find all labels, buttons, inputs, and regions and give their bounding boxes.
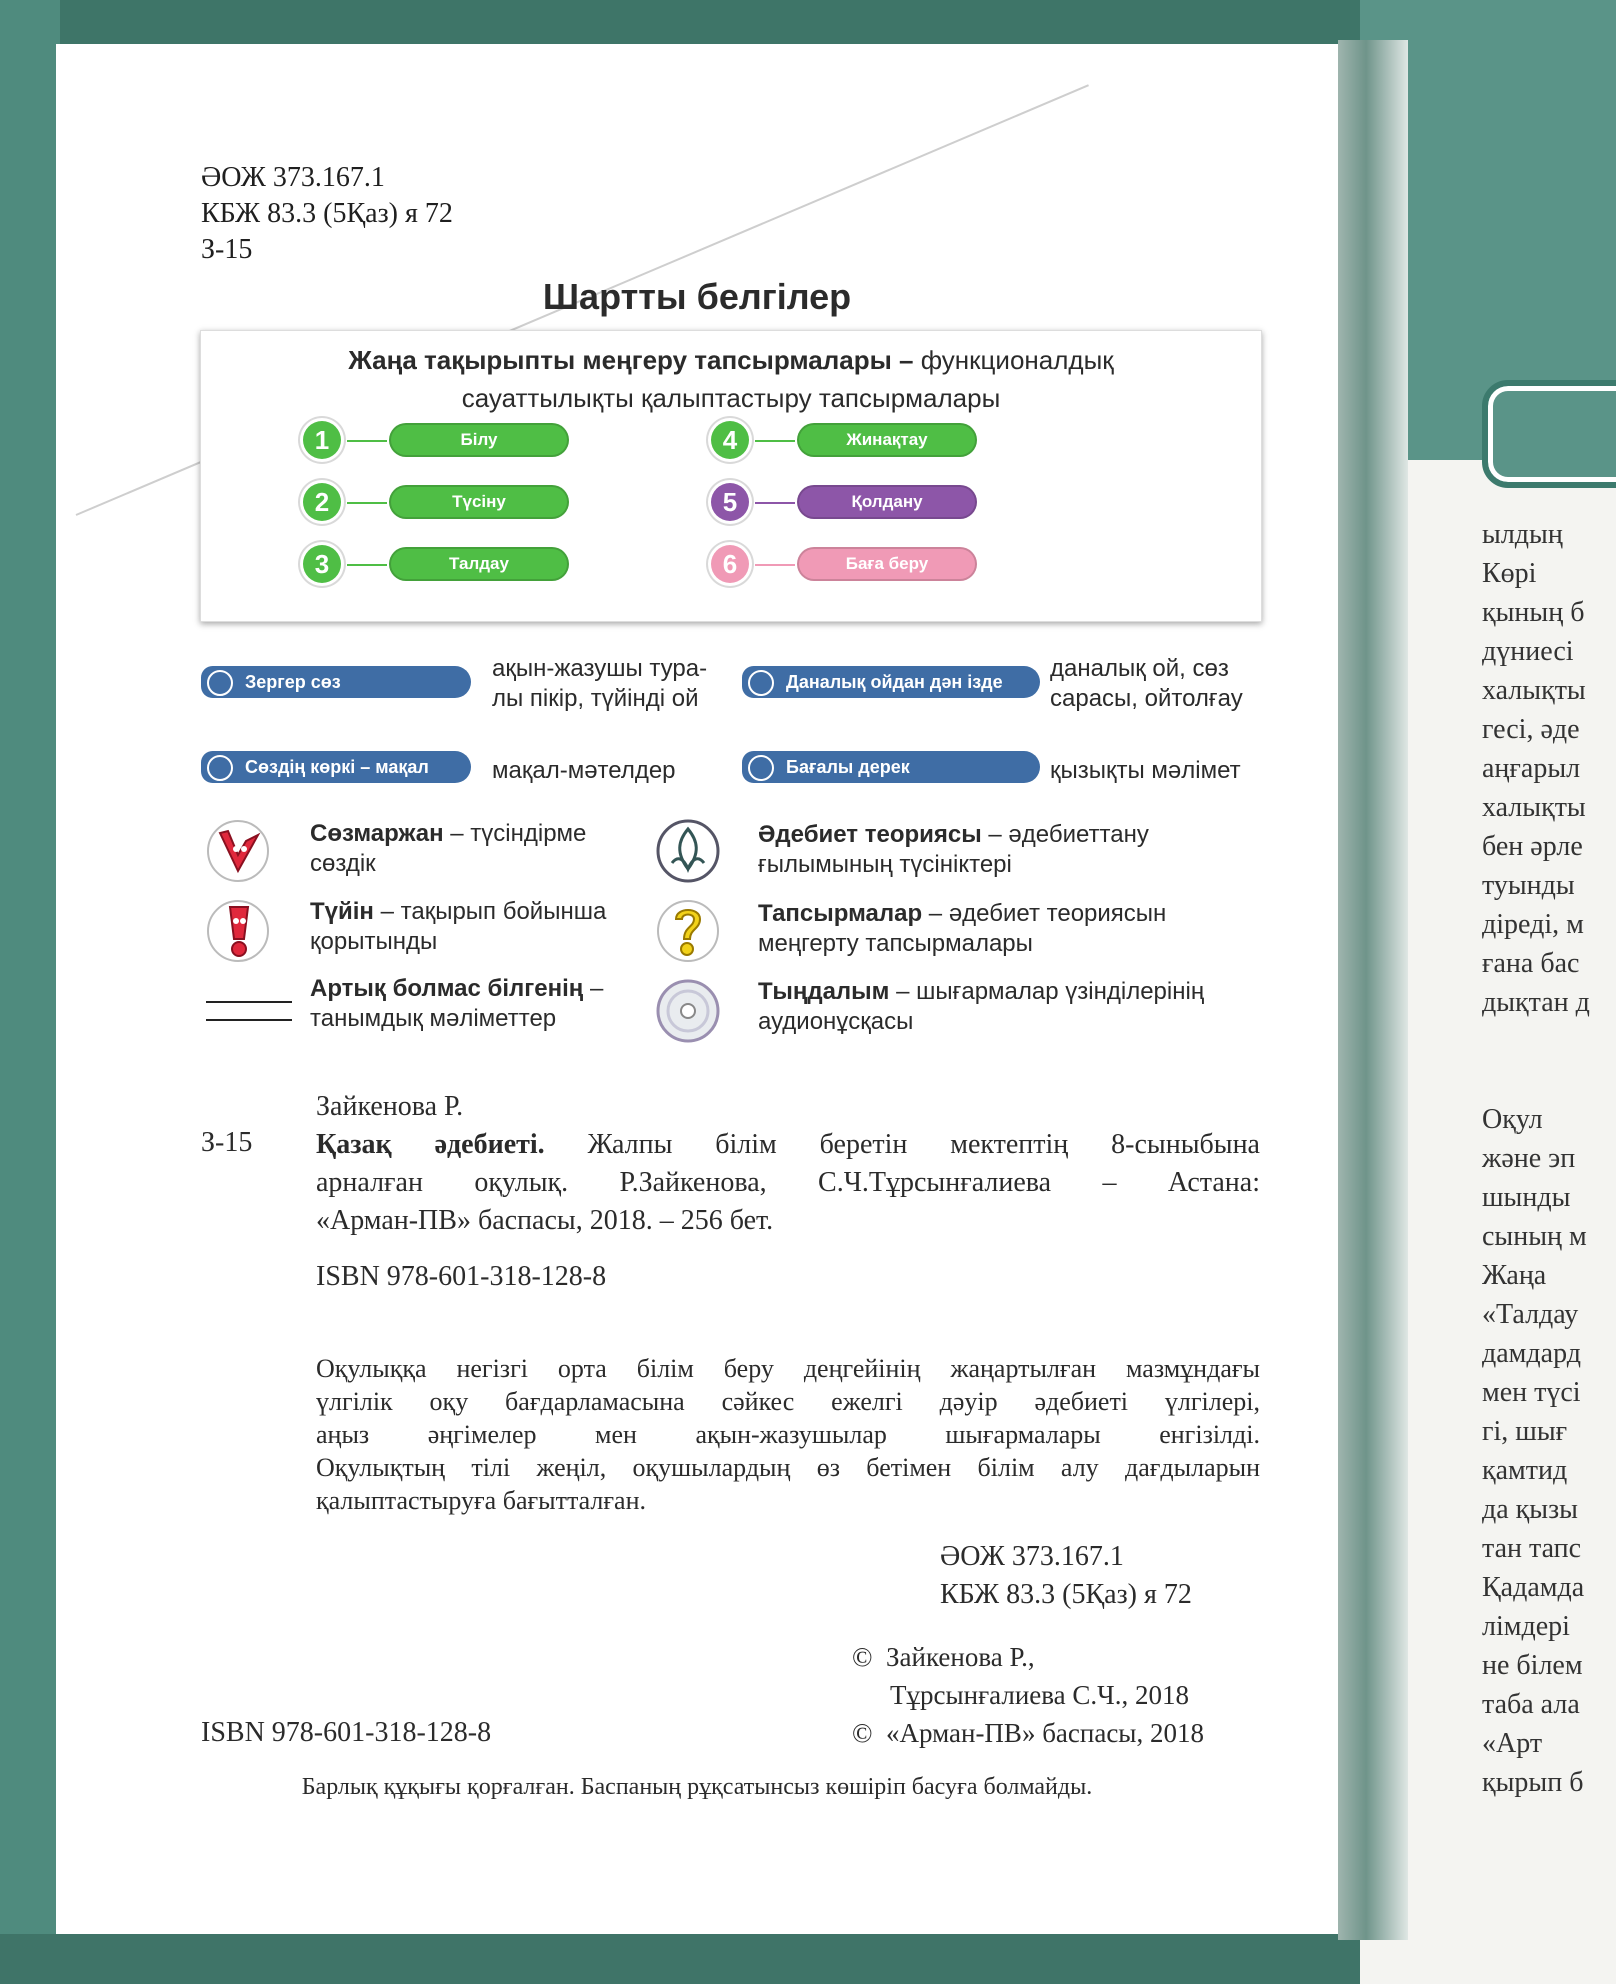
- marker-desc-line: ақын-жазушы тура-: [492, 655, 708, 682]
- icon-desc-tyndalym: [758, 977, 1204, 1037]
- icon-desc-rest: –: [583, 975, 604, 1002]
- next-page-line: Қадамда: [1482, 1572, 1585, 1603]
- next-page-line: Жаңа: [1482, 1260, 1547, 1291]
- marker-dot-icon: [748, 755, 774, 781]
- legend-title: Шартты белгілер: [542, 276, 852, 317]
- next-page-line: да қызы: [1482, 1494, 1578, 1525]
- next-page-line: [1482, 1061, 1590, 1100]
- marker-desc: [1050, 654, 1243, 714]
- cd-icon: [656, 979, 720, 1043]
- next-page-line: ғана бас: [1482, 948, 1580, 979]
- next-page-text: [1482, 515, 1590, 1802]
- next-page-line: «Талдау: [1482, 1299, 1579, 1330]
- book-spine: [1338, 40, 1408, 1940]
- levels-heading-rest: функционалдық: [913, 345, 1114, 375]
- next-page-line: гі, шығ: [1482, 1416, 1568, 1447]
- marker-label: Бағалы дерек: [786, 757, 910, 777]
- level-number: 2: [303, 483, 341, 521]
- biblio-entry: [316, 1126, 1260, 1240]
- level-label: Қолдану: [797, 485, 977, 519]
- icon-desc-bold: Сөзмаржан: [310, 820, 444, 847]
- next-page-tab: [1482, 380, 1616, 488]
- levels-heading-bold: Жаңа тақырыпты меңгеру тапсырмалары –: [348, 345, 914, 375]
- level-5: [711, 483, 981, 523]
- next-page-line: мен түсі: [1482, 1377, 1581, 1408]
- bbk-line: КБЖ 83.3 (5Қаз) я 72: [201, 198, 453, 229]
- abstract-line: үлгілік оқу бағдарламасына сәйкес ежелгі дәуір әдебиеті үлгілері,: [316, 1387, 1260, 1416]
- marker-desc: қызықты мәлімет: [1050, 757, 1241, 784]
- next-page-line: және эп: [1482, 1143, 1576, 1174]
- icon-desc-rest: – түсіндірме: [443, 820, 587, 847]
- lines-icon: [206, 992, 292, 1032]
- next-page-line: Көрі: [1482, 558, 1537, 589]
- page: [56, 44, 1338, 1934]
- copyright-symbol: ©: [852, 1642, 873, 1672]
- level-1: [303, 421, 573, 461]
- icon-desc-line2: қорытынды: [310, 928, 438, 955]
- icon-desc-sozmarzhan: [310, 819, 586, 879]
- question-icon: [656, 899, 720, 963]
- next-page-line: халықты: [1482, 675, 1586, 706]
- icon-desc-bold: Тыңдалым: [758, 978, 890, 1005]
- level-label: Талдау: [389, 547, 569, 581]
- next-page-line: шынды: [1482, 1182, 1571, 1213]
- exclamation-icon: [206, 899, 270, 963]
- level-label: Жинақтау: [797, 423, 977, 457]
- next-page-line: таба ала: [1482, 1689, 1580, 1720]
- isbn-bottom: ISBN 978-601-318-128-8: [201, 1717, 492, 1748]
- level-2: [303, 483, 573, 523]
- next-page-line: халықты: [1482, 792, 1586, 823]
- next-page-line: лімдері: [1482, 1611, 1570, 1642]
- heart-icon: [206, 819, 270, 883]
- next-page-line: не білем: [1482, 1650, 1583, 1681]
- copyright-line3: «Арман-ПВ» баспасы, 2018: [886, 1718, 1204, 1748]
- level-6: [711, 545, 981, 585]
- next-page-line: аңғарыл: [1482, 753, 1581, 784]
- icon-desc-rest: – әдебиет теориясын: [922, 900, 1167, 927]
- icon-desc-tapsyrmalar: [758, 899, 1166, 959]
- biblio-isbn: ISBN 978-601-318-128-8: [316, 1261, 607, 1292]
- udc-top: [201, 160, 453, 268]
- next-page-line: дықтан д: [1482, 987, 1590, 1018]
- icon-desc-bold: Әдебиет теориясы: [758, 821, 982, 848]
- ornament-icon: [656, 819, 720, 883]
- next-page-line: «Арт: [1482, 1728, 1543, 1759]
- next-page-line: ылдың: [1482, 519, 1563, 550]
- marker-desc-line: лы пікір, түйінді ой: [492, 685, 699, 712]
- level-label: Баға беру: [797, 547, 977, 581]
- marker-desc-line: сарасы, ойтолғау: [1050, 685, 1243, 712]
- icon-desc-line2: сөздік: [310, 850, 376, 877]
- biblio-line1: Жалпы білім беретін мектептің 8-сыныбына: [544, 1129, 1260, 1160]
- icon-desc-line2: аудионұсқасы: [758, 1008, 914, 1035]
- next-page-line: дүниесі: [1482, 636, 1574, 667]
- level-number: 3: [303, 545, 341, 583]
- udc-bottom: [940, 1538, 1192, 1614]
- marker-label: Сөздің көркі – мақал: [245, 757, 429, 777]
- next-page-line: Оқул: [1482, 1104, 1543, 1135]
- level-connector: [347, 564, 387, 566]
- level-3: [303, 545, 573, 585]
- next-page-line: бен әрле: [1482, 831, 1583, 862]
- book-cover-bottom: [0, 1934, 1400, 1984]
- next-page-line: діреді, м: [1482, 909, 1584, 940]
- next-page-line: қамтид: [1482, 1455, 1568, 1486]
- next-page-line: гесі, әде: [1482, 714, 1580, 745]
- rights-notice: Барлық құқығы қорғалған. Баспаның рұқсатынсыз көшіріп басуға болмайды.: [301, 1774, 1093, 1800]
- icon-desc-adebiet: [758, 820, 1149, 880]
- icon-desc-line2: танымдық мәліметтер: [310, 1005, 557, 1032]
- icon-desc-bold: Тапсырмалар: [758, 900, 923, 927]
- icon-desc-tuyin: [310, 897, 606, 957]
- marker-label: Даналық ойдан дән ізде: [786, 672, 1003, 692]
- biblio-line2: арналған оқулық. Р.Зайкенова, С.Ч.Тұрсынғалиева – Астана:: [316, 1167, 1260, 1198]
- marker-desc: [492, 654, 707, 714]
- copyright-block: [852, 1638, 1204, 1752]
- author-mark: З-15: [201, 234, 253, 265]
- icon-desc-rest: – шығармалар үзінділерінің: [889, 978, 1205, 1005]
- level-connector: [755, 440, 795, 442]
- icon-desc-artyq: [310, 974, 603, 1034]
- icon-desc-rest: – тақырып бойынша: [373, 898, 607, 925]
- icon-desc-line2: меңгерту тапсырмалары: [758, 930, 1033, 957]
- levels-heading-line2: сауаттылықты қалыптастыру тапсырмалары: [461, 383, 1001, 413]
- marker-dot-icon: [207, 670, 233, 696]
- bbk-bottom-line: КБЖ 83.3 (5Қаз) я 72: [940, 1579, 1192, 1610]
- abstract-line: қалыптастыруға бағытталған.: [316, 1486, 647, 1515]
- marker-desc-line: даналық ой, сөз: [1050, 655, 1229, 682]
- level-number: 4: [711, 421, 749, 459]
- level-connector: [755, 502, 795, 504]
- level-number: 5: [711, 483, 749, 521]
- marker-bagaly-derek: [742, 751, 1040, 783]
- biblio-author: Зайкенова Р.: [316, 1091, 464, 1122]
- marker-danalyq: [742, 666, 1040, 698]
- udc-line: ӘОЖ 373.167.1: [201, 162, 385, 193]
- level-label: Түсіну: [389, 485, 569, 519]
- biblio-title: Қазақ әдебиеті.: [316, 1129, 545, 1160]
- next-page-line: сының м: [1482, 1221, 1587, 1252]
- marker-dot-icon: [748, 670, 774, 696]
- marker-dot-icon: [207, 755, 233, 781]
- abstract: [316, 1352, 1260, 1517]
- biblio-code: З-15: [201, 1127, 253, 1158]
- level-connector: [347, 440, 387, 442]
- level-number: 1: [303, 421, 341, 459]
- level-4: [711, 421, 981, 461]
- level-connector: [755, 564, 795, 566]
- copyright-line1: Зайкенова Р.,: [886, 1642, 1035, 1672]
- icon-desc-rest: – әдебиеттану: [981, 821, 1149, 848]
- copyright-symbol: ©: [852, 1718, 873, 1748]
- icon-desc-bold: Артық болмас білгенің: [310, 975, 584, 1002]
- levels-box: [200, 330, 1262, 622]
- book-cover-left: [0, 0, 60, 1984]
- icon-desc-bold: Түйін: [310, 898, 374, 925]
- abstract-line: Оқулықтың тілі жеңіл, оқушылардың өз бетімен білім алу дағдыларын: [316, 1453, 1260, 1482]
- next-page-line: дамдард: [1482, 1338, 1581, 1369]
- next-page-line: тан тапс: [1482, 1533, 1582, 1564]
- level-connector: [347, 502, 387, 504]
- level-number: 6: [711, 545, 749, 583]
- levels-box-heading: [201, 341, 1261, 417]
- marker-label: Зергер сөз: [245, 672, 341, 692]
- biblio-line3: «Арман-ПВ» баспасы, 2018. – 256 бет.: [316, 1205, 774, 1236]
- book-cover-top: [0, 0, 1400, 44]
- next-page-line: [1482, 1022, 1590, 1061]
- abstract-line: аңыз әңгімелер мен ақын-жазушылар шығармалары енгізілді.: [316, 1420, 1260, 1449]
- next-page-line: қының б: [1482, 597, 1585, 628]
- next-page-line: қырып б: [1482, 1767, 1584, 1798]
- abstract-line: Оқулыққа негізгі орта білім беру деңгейінің жаңартылған мазмұндағы: [316, 1354, 1260, 1383]
- next-page-line: туынды: [1482, 870, 1575, 901]
- udc-bottom-line: ӘОЖ 373.167.1: [940, 1541, 1124, 1572]
- marker-zerger-soz: [201, 666, 471, 698]
- marker-desc: мақал-мәтелдер: [492, 757, 676, 784]
- marker-sozdin-korki: [201, 751, 471, 783]
- copyright-line2: Тұрсынғалиева С.Ч., 2018: [890, 1680, 1189, 1710]
- icon-desc-line2: ғылымының түсініктері: [758, 851, 1012, 878]
- level-label: Білу: [389, 423, 569, 457]
